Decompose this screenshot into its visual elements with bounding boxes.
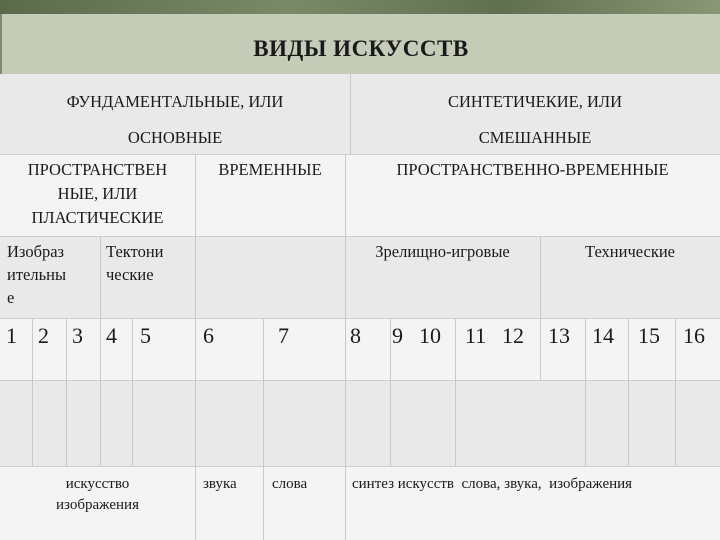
synthetic-label-line1: СИНТЕТИЧЕКИЕ, ИЛИ [447,92,623,111]
art-number: 12 [502,323,524,348]
art-number: 16 [683,323,705,348]
figurative-label-line1: Изобраз [7,242,65,261]
column-divider [455,318,456,466]
art-number: 10 [419,323,441,348]
column-divider [585,318,586,466]
row-divider [0,380,720,381]
art-number: 11 [465,323,487,348]
art-number: 9 [392,323,403,348]
art-number: 14 [592,323,614,348]
column-divider [390,318,391,466]
column-divider [195,154,196,540]
column-divider [345,154,346,540]
art-number: 15 [638,323,660,348]
fundamental-label-line2: ОСНОВНЫЕ [127,128,223,147]
spatial-label-line2: НЫЕ, ИЛИ [57,184,138,203]
row-empty [0,380,720,466]
synthetic-label-line2: СМЕШАННЫЕ [478,128,592,147]
tectonic-label-line1: Тектони [106,242,164,261]
column-divider [100,236,101,466]
fine-art-label-line2: изображения [56,497,139,513]
column-divider [66,318,67,466]
art-types-table [0,74,720,540]
art-number: 13 [548,323,570,348]
title-bar [0,14,720,74]
temporal-label: ВРЕМЕННЫЕ [218,160,322,179]
art-number: 8 [350,323,361,348]
top-decoration-band [0,0,720,14]
column-divider [675,318,676,466]
spectacular-label: Зрелищно-игровые [375,242,510,261]
fine-art-label-line1: искусство [65,476,130,492]
word-label: слова [272,476,308,492]
art-number: 5 [140,323,151,348]
technical-label: Технические [585,242,675,261]
column-divider [32,318,33,466]
row-divider [0,236,720,237]
art-number: 7 [278,323,289,348]
fundamental-label-line1: ФУНДАМЕНТАЛЬНЫЕ, ИЛИ [66,92,284,111]
tectonic-label-line2: ческие [106,265,154,284]
spatial-label-line1: ПРОСТРАНСТВЕН [27,160,168,179]
sound-label: звука [203,476,237,492]
art-number: 4 [106,323,117,348]
page-title: ВИДЫ ИСКУССТВ [253,36,469,61]
spatiotemporal-label: ПРОСТРАНСТВЕННО-ВРЕМЕННЫЕ [396,160,669,179]
row-divider [0,154,720,155]
row-divider [0,318,720,319]
art-number: 6 [203,323,214,348]
figurative-label-line3: е [7,288,15,307]
column-divider [132,318,133,466]
figurative-label-line2: ительны [7,265,67,284]
column-divider [628,318,629,466]
row-divider [0,466,720,467]
spatial-label-line3: ПЛАСТИЧЕСКИЕ [31,208,164,227]
art-number: 2 [38,323,49,348]
art-number: 3 [72,323,83,348]
column-divider [263,318,264,540]
synthesis-label: синтез искусств слова, звука, изображения [352,476,633,492]
art-number: 1 [6,323,17,348]
